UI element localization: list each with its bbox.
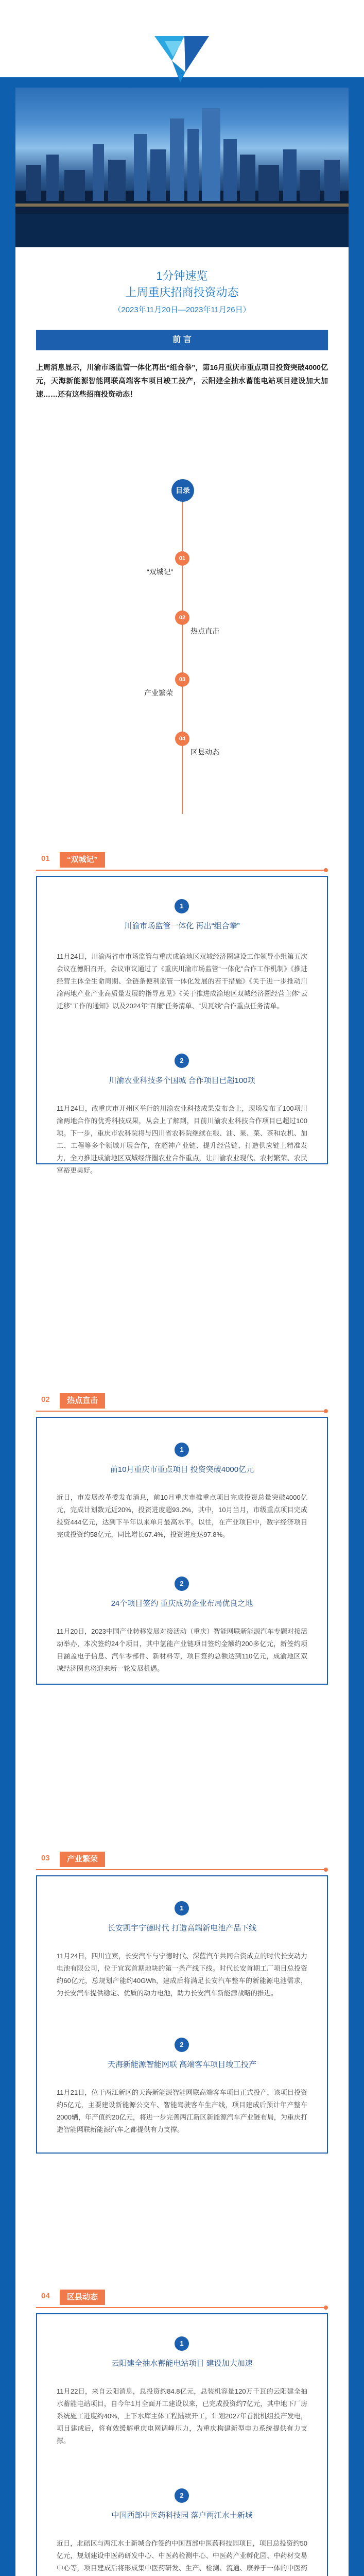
section-4-dot: [324, 2306, 328, 2310]
section-3-number: 03: [41, 1854, 50, 1862]
s1-item-2-badge: 2: [175, 1054, 189, 1068]
s4-item-2-body: 近日，北碚区与两江水土新城合作签约中国西部中医药科技园项目，项目总投资约50亿元，规划建设中医药研发中心、中医药检测中心、中医药产业孵化园、中药材交易中心等，项目建成后将形成集中医药研发、生产、检测、流通、康养于一体的中医药: [57, 2539, 307, 2572]
s3-item-2-title: 天海新能源智能网联 高端客车项目竣工投产: [107, 2060, 257, 2069]
s2-item-1-badge: 1: [175, 1443, 189, 1457]
s2-item-1-body: 近日，市发展改革委发布消息，前10月重庆市推重点项目完成投资总量突破4000亿元，完成计划数元近20%，投资进度超93.2%，其中，10月当月，市级重点项目完成投资444亿元，达到下半年以来单月最高水平。以往，在产业项目中，数字经济项目完成投资约58亿元，同比增长67.4%，投资进度达97.8%。: [57, 1494, 307, 1538]
toc-item-3-label[interactable]: 产业繁荣: [144, 689, 173, 697]
toc-item-3-number: 03: [175, 672, 189, 687]
s4-item-2-badge: 2: [175, 2488, 189, 2503]
hero-title: [0, 268, 364, 301]
s2-item-2-body: 11月20日，2023中国产业转移发展对接活动（重庆）智能网联新能源汽车专题对接活动举办，本次签约24个项目，其中氢能产业链项目签约金额约200多亿元，新签约项目涵盖电子信息、汽车零部件、新材料等，项目签约总额达到110亿元，成渝地区双城经济圈也将迎来新一轮发展机遇。: [57, 1628, 307, 1672]
s4-item-2-title: 中国西部中医药科技园 落户两江水土新城: [111, 2511, 253, 2520]
section-2-dot: [324, 1409, 328, 1413]
s1-item-1-badge: 1: [175, 899, 189, 913]
toc-item-1-number: 01: [175, 551, 189, 566]
toc-timeline: [182, 495, 183, 814]
hero-date-range: （2023年11月20日—2023年11月26日）: [113, 306, 251, 314]
s2-item-1-title: 前10月重庆市重点项目 投资突破4000亿元: [110, 1465, 254, 1474]
city-skyline-photo: [15, 88, 349, 247]
s1-item-2-title: 川渝农业科技多个国城 合作项目已超100项: [109, 1076, 255, 1085]
section-1-dot: [324, 868, 328, 872]
s4-item-1-badge: 1: [175, 2336, 189, 2351]
section-3-dot: [324, 1868, 328, 1872]
section-3-header: [36, 1850, 328, 1870]
toc-item-2-label[interactable]: 热点直击: [190, 627, 219, 635]
s3-item-1-title: 长安凯宇宁德时代 打造高端新电池产品下线: [107, 1924, 257, 1933]
toc-item-4-number: 04: [175, 732, 189, 746]
s4-item-1-title: 云阳建全抽水蓄能电站项目 建设加大加速: [111, 2359, 253, 2368]
v-logo-icon: [154, 36, 209, 82]
section-3-title: 产业繁荣: [60, 1852, 105, 1867]
preface-label: 前 言: [172, 335, 192, 344]
s3-item-1-body: 11月24日，四川宜宾，长安汽车与宁德时代、深蓝汽车共同合资成立的时代长安动力电池有限公司，位于宜宾首期地块的第一条产线下线。时代长安首期工厂项目总投资约60亿元，总规划产能约40GWh，建成后将满足长安汽车整车的新能源电池需求，为长安汽车提供稳定、优质的动力电池，助力长安汽车新能源战略的推进。: [57, 1952, 307, 1997]
s3-item-2-badge: 2: [175, 2038, 189, 2052]
section-1-number: 01: [41, 854, 50, 863]
section-2-number: 02: [41, 1395, 50, 1404]
section-4-number: 04: [41, 2292, 50, 2300]
section-1-header: [36, 850, 328, 871]
section-4-header: [36, 2287, 328, 2308]
preface-text: 上周消息显示，川渝市场监管一体化再出“组合拳”，第16月重庆市重点项目投资突破4000亿元，天海新能源智能网联高端客车项目竣工投产，云阳建全抽水蓄能电站项目建设加大加速……还有这些招商投资动态！: [36, 363, 328, 398]
toc-badge: 目录: [171, 479, 194, 502]
s2-item-2-title: 24个项目签约 重庆成功企业布局优良之地: [111, 1599, 253, 1608]
s3-item-2-body: 11月21日，位于两江新区的天海新能源智能网联高端客车项目正式投产，该项目投资约5亿元，主要建设新能源公交车、智能驾驶客车生产线，项目建成后预计年产整车2000辆，年产值约20亿元，将进一步完善两江新区新能源汽车产业链布局，为重庆打造智能网联新能源汽车之都提供有力支撑。: [57, 2089, 307, 2133]
s2-item-2-badge: 2: [175, 1577, 189, 1591]
s4-item-1-body: 11月22日，来自云阳消息，总投资约84.8亿元，总装机容量120万千瓦的云阳建全抽水蓄能电站项目，自今年1月全面开工建设以来，已完成投资约7亿元，其中地下厂房系统施工进度约40%，上下水库主体工程陆续开工，计划2027年首批机组投产发电，项目建成后，将有效缓解重庆电网调峰压力，为重庆构建新型电力系统提供有力支撑。: [57, 2387, 307, 2445]
toc-item-4-label[interactable]: 区县动态: [190, 748, 219, 756]
s1-item-1-title: 川渝市场监管一体化 再出“组合拳”: [124, 922, 240, 930]
hero-title-line2: 上周重庆招商投资动态: [125, 286, 239, 299]
toc-item-1-label[interactable]: “双城记”: [147, 568, 174, 576]
hero-title-line1: 1分钟速览: [156, 269, 208, 282]
toc-item-2-number: 02: [175, 611, 189, 625]
s1-item-2-body: 11月24日，改重庆市开州区举行的川渝农业科技成果发布会上，现场发布了100项川渝两地合作的优秀科技成果，从会上了解到，目前川渝农业科技合作项目已超过100项。下一步，重庆市农科院将与四川省农科院继续在粮、油、果、菜、茶和农机、加工、工程等多个领域开展合作，在超神产业链、提升经营链、打造供应链上精准发力，全力推进成渝地区双城经济圈农业合作重点，让川渝农业现代、农村繁荣、农民富裕更美好。: [57, 1105, 307, 1174]
preface-banner: [36, 330, 328, 350]
section-2-header: [36, 1391, 328, 1412]
s1-item-1-body: 11月24日，川渝两省市市场监管与重庆成渝地区双城经济圈建设工作领导小组第五次会议在德阳召开，会议审议通过了《重庆川渝市场监管“一体化”合作工作机制》《推进经营主体全生命周期、全链条便利监管一体化发展的若干措施》《关于进一步推动川渝两地产业产业高质量发展的指导意见》《关于推进成渝地区双城经济圈经营主体“云迁移”工作的通知》以及2024年“百廉”任务清单、“贝瓦线”合作重点任务清单。: [57, 953, 307, 1010]
section-2-title: 热点直击: [60, 1393, 105, 1409]
section-4-title: 区县动态: [60, 2290, 105, 2305]
s3-item-1-badge: 1: [175, 1901, 189, 1916]
section-1-title: “双城记”: [60, 852, 105, 868]
